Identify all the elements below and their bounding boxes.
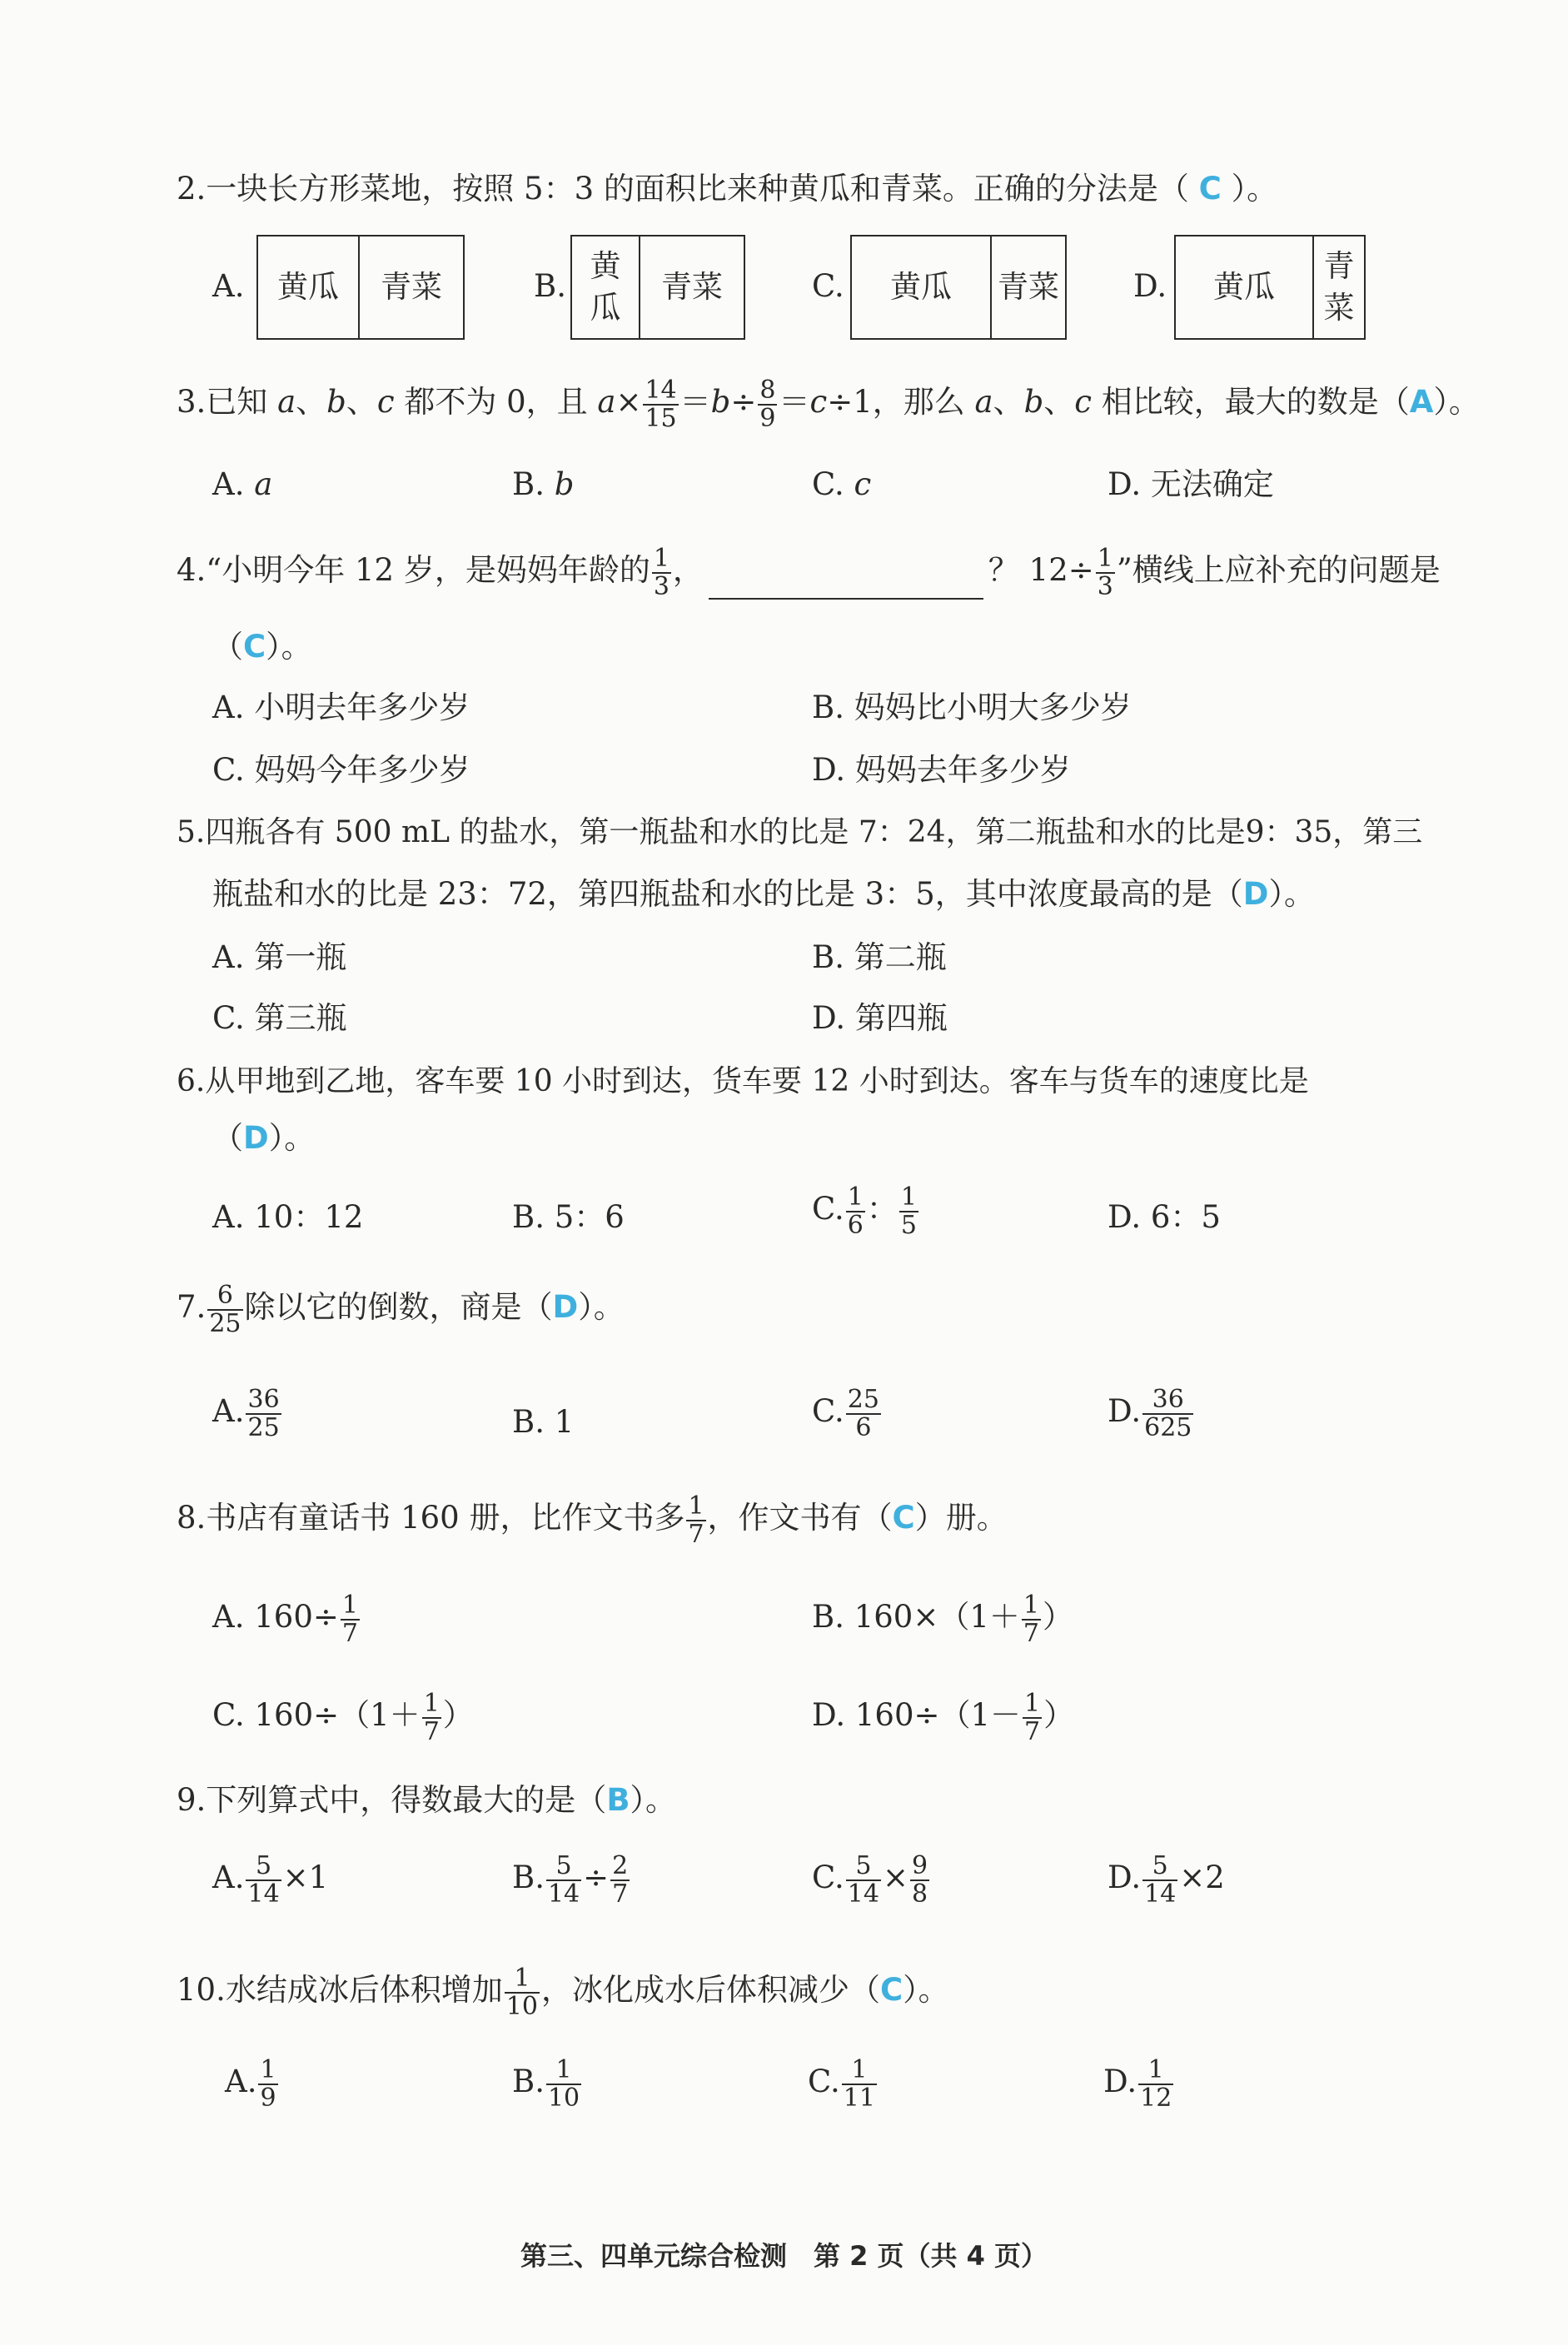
fraction: $\frac{1}{3}$ [653, 544, 670, 601]
q2-c-cucumber: 黄瓜 [890, 268, 952, 305]
q10-stem: 10.水结成冰后体积增加 $\frac{1}{10}$ ，冰化成水后体积减少（C）。 [177, 1964, 949, 2021]
q8-option-a: A. 160÷ $\frac{1}{7}$ [212, 1591, 358, 1648]
q7-option-d: D. $\frac{36}{625}$ [1108, 1385, 1192, 1442]
fraction: $\frac{5}{14}$ [247, 1851, 280, 1909]
q5-option-b: B. 第二瓶 [812, 939, 947, 975]
fraction: $\frac{1}{7}$ [341, 1591, 358, 1648]
fraction: $\frac{1}{11}$ [843, 2055, 875, 2113]
q5-option-a: A. 第一瓶 [212, 939, 347, 975]
fraction: $\frac{36}{625}$ [1144, 1385, 1192, 1442]
q2-a-greens: 青菜 [358, 236, 463, 338]
q7-option-c: C. $\frac{25}{6}$ [812, 1385, 879, 1442]
q2-option-a-diagram [256, 235, 465, 340]
fraction: $\frac{1}{7}$ [423, 1689, 440, 1746]
fraction: $\frac{5}{14}$ [847, 1851, 879, 1909]
q5-option-c: C. 第三瓶 [212, 1000, 347, 1036]
q3-option-d: D. 无法确定 [1108, 466, 1274, 502]
q9-answer: B [606, 1782, 630, 1818]
q9-option-d: D. $\frac{5}{14}$ ×2 [1108, 1851, 1225, 1909]
answer-blank [709, 570, 983, 600]
q6-answer-line: （D）。 [212, 1120, 316, 1156]
q2-stem: 2.一块长方形菜地，按照 5：3 的面积比来种黄瓜和青菜。正确的分法是（ C ）。 [177, 171, 1278, 207]
q4-stem: 4.“小明今年 12 岁，是妈妈年龄的 $\frac{1}{3}$ ， ？ 12÷ $\frac{1}{3}$ ”横线上应补充的问题是 [177, 544, 1441, 601]
q5-stem-line2: 瓶盐和水的比是 23：72，第四瓶盐和水的比是 3：5，其中浓度最高的是（D）。 [212, 876, 1315, 912]
fraction: $\frac{1}{6}$ [847, 1182, 864, 1240]
q2-option-b-diagram [570, 235, 745, 340]
q9-stem: 9.下列算式中，得数最大的是（B）。 [177, 1782, 677, 1818]
q2-option-c-label: C. [812, 268, 844, 304]
fraction: $\frac{25}{6}$ [847, 1385, 879, 1442]
q2-c-greens: 青菜 [990, 236, 1065, 338]
fraction: $\frac{5}{14}$ [547, 1851, 580, 1909]
q4-option-a: A. 小明去年多少岁 [212, 690, 470, 725]
q6-option-a: A. 10：12 [212, 1199, 364, 1235]
q6-option-d: D. 6：5 [1108, 1199, 1221, 1235]
q2-option-d-diagram [1174, 235, 1366, 340]
q5-stem-line1: 5.四瓶各有 500 mL 的盐水，第一瓶盐和水的比是 7：24，第二瓶盐和水的比是9：35，第三 [177, 815, 1423, 849]
q2-d-greens: 青 菜 [1312, 236, 1364, 338]
q10-option-b: B. $\frac{1}{10}$ [512, 2055, 580, 2113]
q4-option-c: C. 妈妈今年多少岁 [212, 752, 470, 788]
fraction: $\frac{1}{3}$ [1097, 544, 1113, 601]
q5-option-d: D. 第四瓶 [812, 1000, 948, 1036]
q3-option-a: A. a [212, 466, 273, 502]
q4-answer-line: （C）。 [212, 629, 312, 665]
q5-answer: D [1242, 876, 1269, 912]
fraction: $\frac{36}{25}$ [247, 1385, 280, 1442]
q3-answer: A [1409, 384, 1434, 420]
q9-option-a: A. $\frac{5}{14}$ ×1 [212, 1851, 329, 1909]
fraction: $\frac{1}{9}$ [260, 2055, 276, 2113]
q9-option-b: B. $\frac{5}{14}$ ÷ $\frac{2}{7}$ [512, 1851, 629, 1909]
q2-b-greens: 青菜 [639, 236, 744, 338]
fraction: $\frac{9}{8}$ [911, 1851, 928, 1909]
q7-stem: 7. $\frac{6}{25}$ 除以它的倒数，商是（D）。 [177, 1281, 625, 1338]
q4-option-d: D. 妈妈去年多少岁 [812, 752, 1071, 788]
fraction: $\frac{1}{10}$ [505, 1964, 539, 2021]
fraction: $\frac{5}{14}$ [1144, 1851, 1177, 1909]
q2-a-cucumber: 黄瓜 [277, 268, 339, 305]
q10-answer: C [880, 1972, 903, 2008]
q6-stem-line1: 6.从甲地到乙地，客车要 10 小时到达，货车要 12 小时到达。客车与货车的速度比是 [177, 1064, 1309, 1098]
q10-option-d: D. $\frac{1}{12}$ [1103, 2055, 1172, 2113]
q2-option-a-label: A. [212, 268, 245, 304]
fraction: $\frac{14}{15}$ [645, 376, 677, 433]
fraction: $\frac{1}{5}$ [900, 1182, 917, 1240]
q2-answer: C [1198, 171, 1222, 207]
fraction: $\frac{8}{9}$ [759, 376, 776, 433]
fraction: $\frac{1}{7}$ [1023, 1591, 1039, 1648]
q8-option-b: B. 160×（1＋ $\frac{1}{7}$ ） [812, 1591, 1073, 1648]
q3-option-b: B. b [512, 466, 575, 502]
q7-answer: D [552, 1289, 579, 1325]
q7-option-b: B. 1 [512, 1404, 575, 1440]
q8-option-c: C. 160÷（1＋ $\frac{1}{7}$ ） [212, 1689, 474, 1746]
q10-option-c: C. $\frac{1}{11}$ [808, 2055, 875, 2113]
q2-option-d-label: D. [1133, 268, 1167, 304]
q4-answer: C [243, 629, 266, 665]
fraction: $\frac{1}{10}$ [547, 2055, 580, 2113]
q3-option-c: C. c [812, 466, 872, 502]
q8-option-d: D. 160÷（1－ $\frac{1}{7}$ ） [812, 1689, 1075, 1746]
q4-option-b: B. 妈妈比小明大多少岁 [812, 690, 1132, 725]
q6-answer: D [243, 1120, 269, 1156]
q2-option-c-diagram [850, 235, 1067, 340]
q10-option-a: A. $\frac{1}{9}$ [225, 2055, 276, 2113]
fraction: $\frac{6}{25}$ [209, 1281, 241, 1338]
q2-b-cucumber: 黄 瓜 [590, 248, 621, 326]
fraction: $\frac{1}{7}$ [688, 1491, 704, 1549]
q3-stem: 3.已知 a、b、c 都不为 0，且 a× $\frac{14}{15}$ ＝b÷ $\frac{8}{9}$ ＝c÷1，那么 a、b、c 相比较，最大的数是（A）。 [177, 376, 1480, 433]
fraction: $\frac{2}{7}$ [612, 1851, 629, 1909]
q2-option-b-label: B. [534, 268, 566, 304]
q8-answer: C [892, 1500, 915, 1536]
page-footer: 第三、四单元综合检测 第 2 页（共 4 页） [520, 2240, 1048, 2272]
q7-option-a: A. $\frac{36}{25}$ [212, 1385, 280, 1442]
q9-option-c: C. $\frac{5}{14}$ × $\frac{9}{8}$ [812, 1851, 928, 1909]
q6-option-c: C. $\frac{1}{6}$ ： $\frac{1}{5}$ [812, 1182, 917, 1240]
fraction: $\frac{1}{12}$ [1140, 2055, 1172, 2113]
q2-d-cucumber: 黄瓜 [1213, 268, 1275, 305]
q6-option-b: B. 5：6 [512, 1199, 625, 1235]
fraction: $\frac{1}{7}$ [1024, 1689, 1041, 1746]
q8-stem: 8.书店有童话书 160 册，比作文书多 $\frac{1}{7}$ ，作文书有（C）册。 [177, 1491, 1008, 1549]
